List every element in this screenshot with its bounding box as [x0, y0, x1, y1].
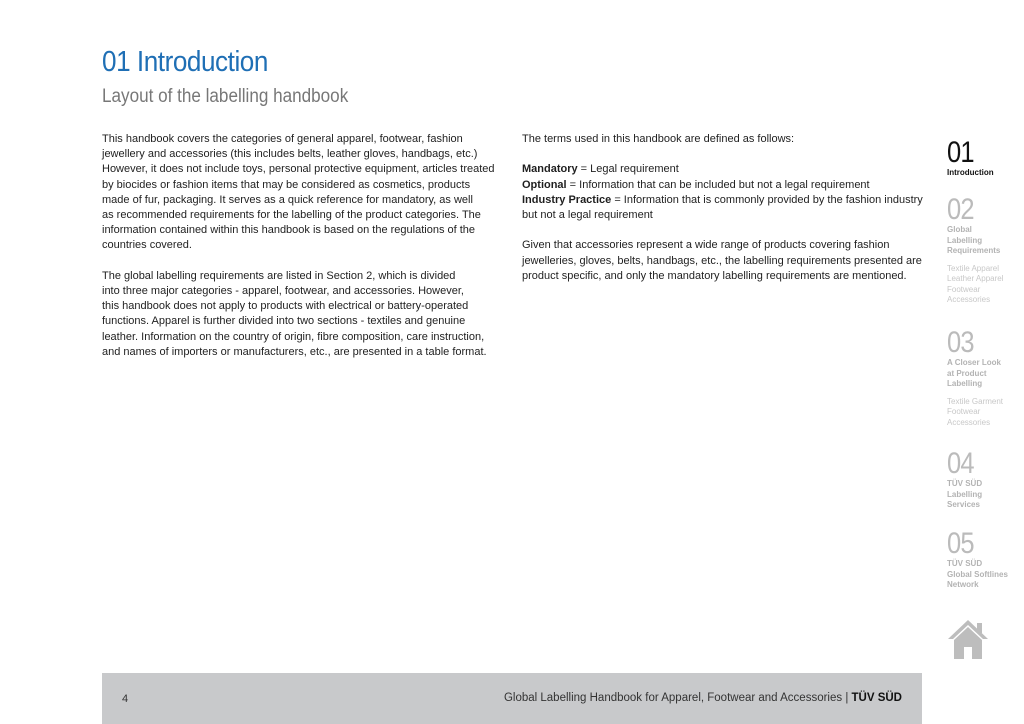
nav-sub-item[interactable]: Accessories [947, 295, 991, 304]
nav-number: 04 [947, 447, 974, 480]
nav-label-line: Global Softlines [947, 569, 1008, 579]
text-line: However, it does not include toys, personal protective equipment, articles treated [102, 163, 495, 176]
text-line: The global labelling requirements are listed in Section 2, which is divided [102, 269, 456, 282]
nav-sub-item[interactable]: Footwear [947, 407, 981, 416]
nav-sub-item[interactable]: Textile Garment [947, 396, 1004, 406]
nav-label-line: Requirements [947, 246, 1001, 255]
term-label: Mandatory [522, 163, 578, 176]
page-subtitle: Layout of the labelling handbook [102, 86, 349, 107]
text-line: jewelleries, gloves, belts, handbags, etc., the labelling requirements presented are [522, 254, 922, 267]
text-line: and names of importers or manufacturers, etc., are presented in a table format. [102, 345, 487, 358]
nav-label [947, 225, 1024, 257]
nav-label-line: Services [947, 500, 980, 509]
text-line: information contained within this handbook is based on the regulations of the [102, 224, 476, 237]
nav-label [947, 358, 1024, 390]
term-definition: = Information that is commonly provided by the fashion industry [611, 193, 923, 206]
text-line: functions. Apparel is further divided into two sections - textiles and genuine [102, 315, 466, 328]
nav-label-line: TÜV SÜD [947, 559, 983, 568]
footer-text: Global Labelling Handbook for Apparel, Footwear and Accessories | [503, 692, 852, 704]
nav-sub-items [947, 397, 1024, 429]
nav-number: 01 [947, 136, 974, 169]
text-line: jewellery and accessories (this includes belts, leather gloves, handbags, etc.) [102, 148, 478, 161]
text-line: countries covered. [102, 239, 192, 252]
nav-number: 02 [947, 193, 974, 226]
text-line: but not a legal requirement [522, 209, 653, 221]
terms-intro [522, 132, 922, 147]
text-line: made of fur, packaging. It serves as a quick reference for mandatory, as well [102, 193, 473, 206]
nav-number: 05 [947, 527, 974, 560]
nav-label-line: TÜV SÜD [947, 479, 983, 488]
nav-label-line: at Product [947, 368, 987, 378]
nav-section-05[interactable] [947, 529, 1024, 591]
page-number: 4 [122, 693, 129, 705]
page-title: 01 Introduction [102, 46, 268, 78]
nav-label-line: Labelling [947, 235, 983, 245]
nav-label-line: A Closer Look [947, 358, 1001, 367]
term-definition: = Legal requirement [577, 163, 679, 176]
terms-list [522, 162, 922, 223]
nav-sub-item[interactable]: Textile Apparel [947, 263, 1000, 273]
term-industry-practice [522, 193, 922, 208]
nav-section-03[interactable] [947, 328, 1024, 428]
nav-number: 03 [947, 326, 974, 359]
home-icon[interactable] [948, 618, 988, 660]
nav-section-02[interactable] [947, 195, 1024, 306]
text-line: product specific, and only the mandatory labelling requirements are mentioned. [522, 269, 907, 282]
left-column [102, 132, 502, 375]
text-line: Given that accessories represent a wide range of products covering fashion [522, 239, 890, 252]
text-line: as recommended requirements for the labelling of the product categories. The [102, 209, 481, 222]
right-column [522, 132, 922, 299]
nav-label [947, 168, 1024, 179]
nav-label-line: Global [947, 225, 972, 234]
term-optional [522, 178, 922, 193]
left-paragraph-1 [102, 132, 502, 254]
nav-sub-item[interactable]: Accessories [947, 417, 991, 427]
nav-label-line: Labelling [947, 379, 983, 388]
nav-label-line: Labelling [947, 489, 983, 499]
nav-sub-items [947, 264, 1024, 306]
nav-label-line: Network [947, 580, 979, 589]
text-line: into three major categories - apparel, footwear, and accessories. However, [102, 285, 464, 298]
nav-sub-item[interactable]: Footwear [947, 284, 981, 294]
nav-section-04[interactable] [947, 449, 1024, 511]
text-line: this handbook does not apply to products with electrical or battery-operated [102, 300, 469, 313]
term-label: Optional [522, 178, 567, 191]
footer-brand: TÜV SÜD [851, 692, 902, 704]
term-label: Industry Practice [522, 193, 612, 206]
nav-label [947, 479, 1024, 511]
text-line: The terms used in this handbook are defined as follows: [522, 133, 795, 145]
left-paragraph-2 [102, 269, 502, 360]
footer-title [504, 692, 902, 704]
term-mandatory [522, 162, 922, 177]
footer-bar [102, 673, 922, 724]
accessories-paragraph [522, 238, 922, 284]
nav-sub-item[interactable]: Leather Apparel [947, 274, 1004, 283]
text-line: leather. Information on the country of origin, fibre composition, care instruction, [102, 330, 485, 343]
text-line: by biocides or fashion items that may be considered as cosmetics, products [102, 178, 471, 191]
term-definition: = Information that can be included but not a legal requirement [566, 178, 870, 191]
nav-section-01[interactable] [947, 138, 1024, 179]
text-line: This handbook covers the categories of general apparel, footwear, fashion [102, 133, 463, 145]
nav-label-line: Introduction [947, 168, 994, 177]
nav-label [947, 559, 1024, 591]
